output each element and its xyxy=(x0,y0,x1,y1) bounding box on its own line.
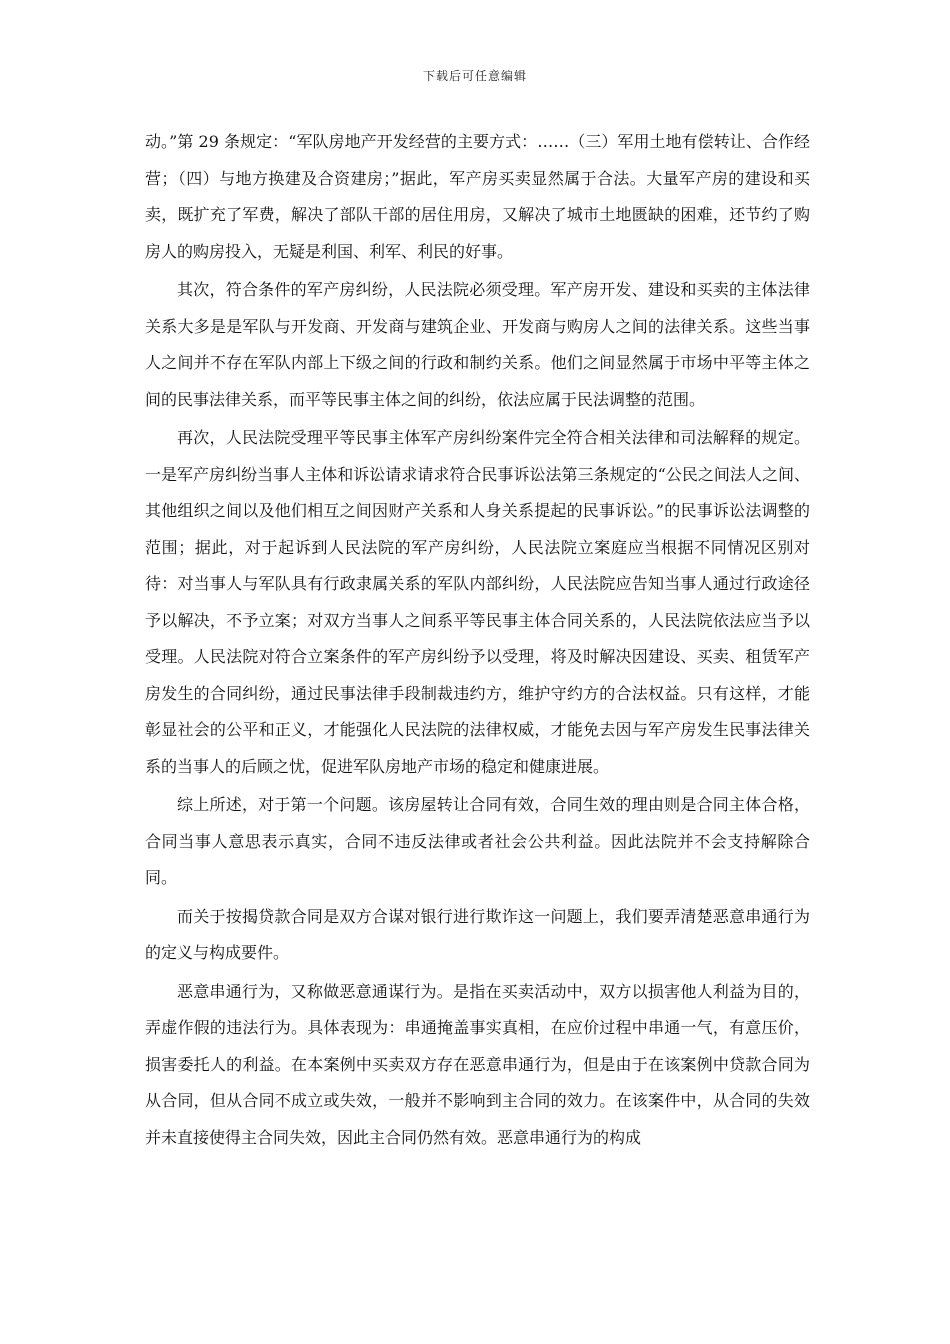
paragraph-summary: 综上所述，对于第一个问题。该房屋转让合同有效，合同生效的理由则是合同主体合格，合同当事人意思表示真实，合同不违反法律或者社会公共利益。因此法院并不会支持解除合同。 xyxy=(145,795,810,887)
paragraph-collusion-definition: 恶意串通行为，又称做恶意通谋行为。是指在买卖活动中，双方以损害他人利益为目的，弄虚作假的违法行为。具体表现为：串通掩盖事实真相，在应价过程中串通一气，有意压价，损害委托人的利益。在本案例中买卖双方存在恶意串通行为，但是由于在该案例中贷款合同为从合同，但从合同不成立或失效，一般并不影响到主合同的效力。在该案件中，从合同的失效并未直接使得主合同失效，因此主合同仍然有效。恶意串通行为的构成 xyxy=(145,981,810,1147)
paragraph-secondly: 其次，符合条件的军产房纠纷，人民法院必须受理。军产房开发、建设和买卖的主体法律关系大多是是军队与开发商、开发商与建筑企业、开发商与购房人之间的法律关系。这些当事人之间并不存在军队内部上下级之间的行政和制约关系。他们之间显然属于市场中平等主体之间的民事法律关系，而平等民事主体之间的纠纷，依法应属于民法调整的范围。 xyxy=(145,280,810,409)
document-body xyxy=(145,124,810,1158)
paragraph-mortgage-question: 而关于按揭贷款合同是双方合谋对银行进行欺诈这一问题上，我们要弄清楚恶意串通行为的定义与构成要件。 xyxy=(145,906,810,962)
paragraph-continued: 动。”第 29 条规定：“军队房地产开发经营的主要方式：……（三）军用土地有偿转让、合作经营；（四）与地方换建及合资建房；”据此，军产房买卖显然属于合法。大量军产房的建设和买卖，既扩充了军费，解决了部队干部的居住用房，又解决了城市土地匮缺的困难，还节约了购房人的购房投入，无疑是利国、利军、利民的好事。 xyxy=(145,132,810,261)
page-header: 下载后可任意编辑 xyxy=(422,69,527,83)
paragraph-thirdly: 再次，人民法院受理平等民事主体军产房纠纷案件完全符合相关法律和司法解释的规定。一是军产房纠纷当事人主体和诉讼请求请求符合民事诉讼法第三条规定的“公民之间法人之间、其他组织之间以及他们相互之间因财产关系和人身关系提起的民事诉讼。”的民事诉讼法调整的范围；据此，对于起诉到人民法院的军产房纠纷，人民法院立案庭应当根据不同情况区别对待：对当事人与军队具有行政隶属关系的军队内部纠纷，人民法院应告知当事人通过行政途径予以解决，不予立案；对双方当事人之间系平等民事主体合同关系的，人民法院依法应当予以受理。人民法院对符合立案条件的军产房纠纷予以受理，将及时解决因建设、买卖、租赁军产房发生的合同纠纷，通过民事法律手段制裁违约方，维护守约方的合法权益。只有这样，才能彰显社会的公平和正义，才能强化人民法院的法律权威，才能免去因与军产房发生民事法律关系的当事人的后顾之忧，促进军队房地产市场的稳定和健康进展。 xyxy=(145,428,810,776)
